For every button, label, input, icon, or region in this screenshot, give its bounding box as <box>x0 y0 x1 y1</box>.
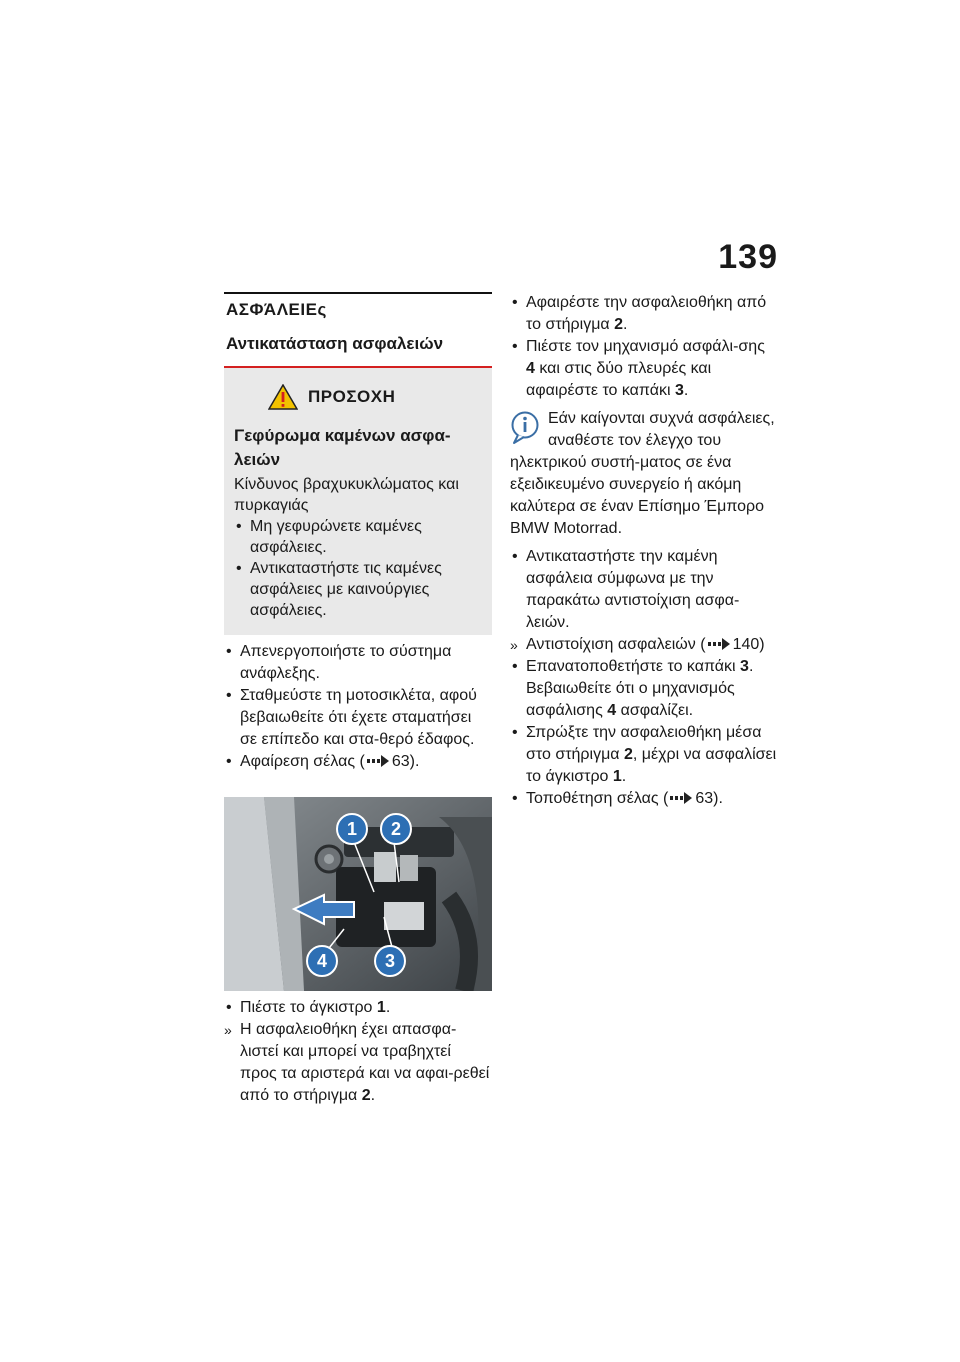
step-item: • Επανατοποθετήστε το καπάκι 3. Βεβαιωθείτε ότι ο μηχανισμός ασφάλισης 4 ασφαλίζει. <box>512 658 754 719</box>
bullet-marker: • <box>236 560 242 577</box>
fuse-box-photo <box>224 797 492 991</box>
page-reference-arrow-icon <box>367 755 389 767</box>
page-reference-arrow-icon <box>708 638 730 650</box>
bullet-marker: • <box>226 643 232 660</box>
bullet-marker: • <box>226 999 232 1016</box>
info-note <box>510 408 778 540</box>
step-item: • Αφαιρέστε την ασφαλειοθήκη από το στήριγμα 2. <box>512 294 767 333</box>
bullet-marker: • <box>512 790 518 807</box>
subsection-title: Αντικατάσταση ασφαλειών <box>226 334 444 353</box>
result-item: » Αντιστοίχιση ασφαλειών ( 140) <box>510 634 778 656</box>
step-item: • Απενεργοποιήστε το σύστημα ανάφλεξης. <box>226 643 452 682</box>
result-item: » Η ασφαλειοθήκη έχει απασφα-λιστεί και μπορεί να τραβηχτεί προς τα αριστερά και να αφαι-ρεθεί από το στήριγμα 2. <box>224 1021 490 1104</box>
warning-triangle-icon <box>268 384 298 410</box>
step-item: • Αφαίρεση σέλας ( 63). <box>224 751 492 773</box>
step-item: • Πιέστε το άγκιστρο 1. <box>224 997 492 1019</box>
warning-item: • Αντικαταστήστε τις καμένες ασφάλειες με καινούργιες ασφάλειες. <box>236 560 442 619</box>
callout-3: 3 <box>374 945 406 977</box>
bullet-marker: • <box>226 753 232 770</box>
section-title: ΑΣΦΆΛΕΙΕς <box>226 300 327 319</box>
warning-box <box>224 368 492 635</box>
right-column <box>510 292 778 810</box>
step-item: • Σταθμεύστε τη μοτοσικλέτα, αφού βεβαιωθείτε ότι έχετε σταματήσει σε επίπεδο και στα-θερό έδαφος. <box>226 687 477 748</box>
page-reference-link[interactable]: 63 <box>695 790 714 807</box>
result-marker: » <box>510 637 518 653</box>
bullet-marker: • <box>512 294 518 311</box>
warning-title: Γεφύρωμα καμένων ασφα-λειών <box>234 426 451 469</box>
warning-header <box>234 384 482 410</box>
bullet-marker: • <box>512 548 518 565</box>
warning-label: ΠΡΟΣΟΧΗ <box>308 387 396 406</box>
page-reference-link[interactable]: 63 <box>391 753 410 770</box>
page-reference-arrow-icon <box>670 792 692 804</box>
info-text: Εάν καίγονται συχνά ασφάλειες, αναθέστε τον έλεγχο του ηλεκτρικού συστή-ματος σε ένα εξειδικευμένο συνεργείο ή ακόμη καλύτερα σε έναν Επίσημο Έμπορο BMW Motorrad. <box>510 410 775 537</box>
callout-2: 2 <box>380 813 412 845</box>
info-icon <box>510 410 540 446</box>
step-item: • Σπρώξτε την ασφαλειοθήκη μέσα στο στήριγμα 2, μέχρι να ασφαλίσει το άγκιστρο 1. <box>512 724 777 785</box>
step-item: • Πιέστε τον μηχανισμό ασφάλι-σης 4 και στις δύο πλευρές και αφαιρέστε το καπάκι 3. <box>512 338 765 399</box>
callout-4: 4 <box>306 945 338 977</box>
left-column <box>224 292 492 1107</box>
page-number: 139 <box>718 238 778 276</box>
bullet-marker: • <box>512 658 518 675</box>
step-item: • Αντικαταστήστε την καμένη ασφάλεια σύμφωνα με την παρακάτω αντιστοίχιση ασφα-λειών. <box>512 548 740 631</box>
page-reference-link[interactable]: 140 <box>732 636 760 653</box>
bullet-marker: • <box>512 724 518 741</box>
callout-1: 1 <box>336 813 368 845</box>
warning-description: Κίνδυνος βραχυκυκλώματος και πυρκαγιάς <box>234 476 459 514</box>
result-marker: » <box>224 1022 232 1038</box>
bullet-marker: • <box>236 518 242 535</box>
step-item: • Τοποθέτηση σέλας ( 63). <box>510 788 778 810</box>
bullet-marker: • <box>226 687 232 704</box>
warning-item: • Μη γεφυρώνετε καμένες ασφάλειες. <box>236 518 422 556</box>
bullet-marker: • <box>512 338 518 355</box>
